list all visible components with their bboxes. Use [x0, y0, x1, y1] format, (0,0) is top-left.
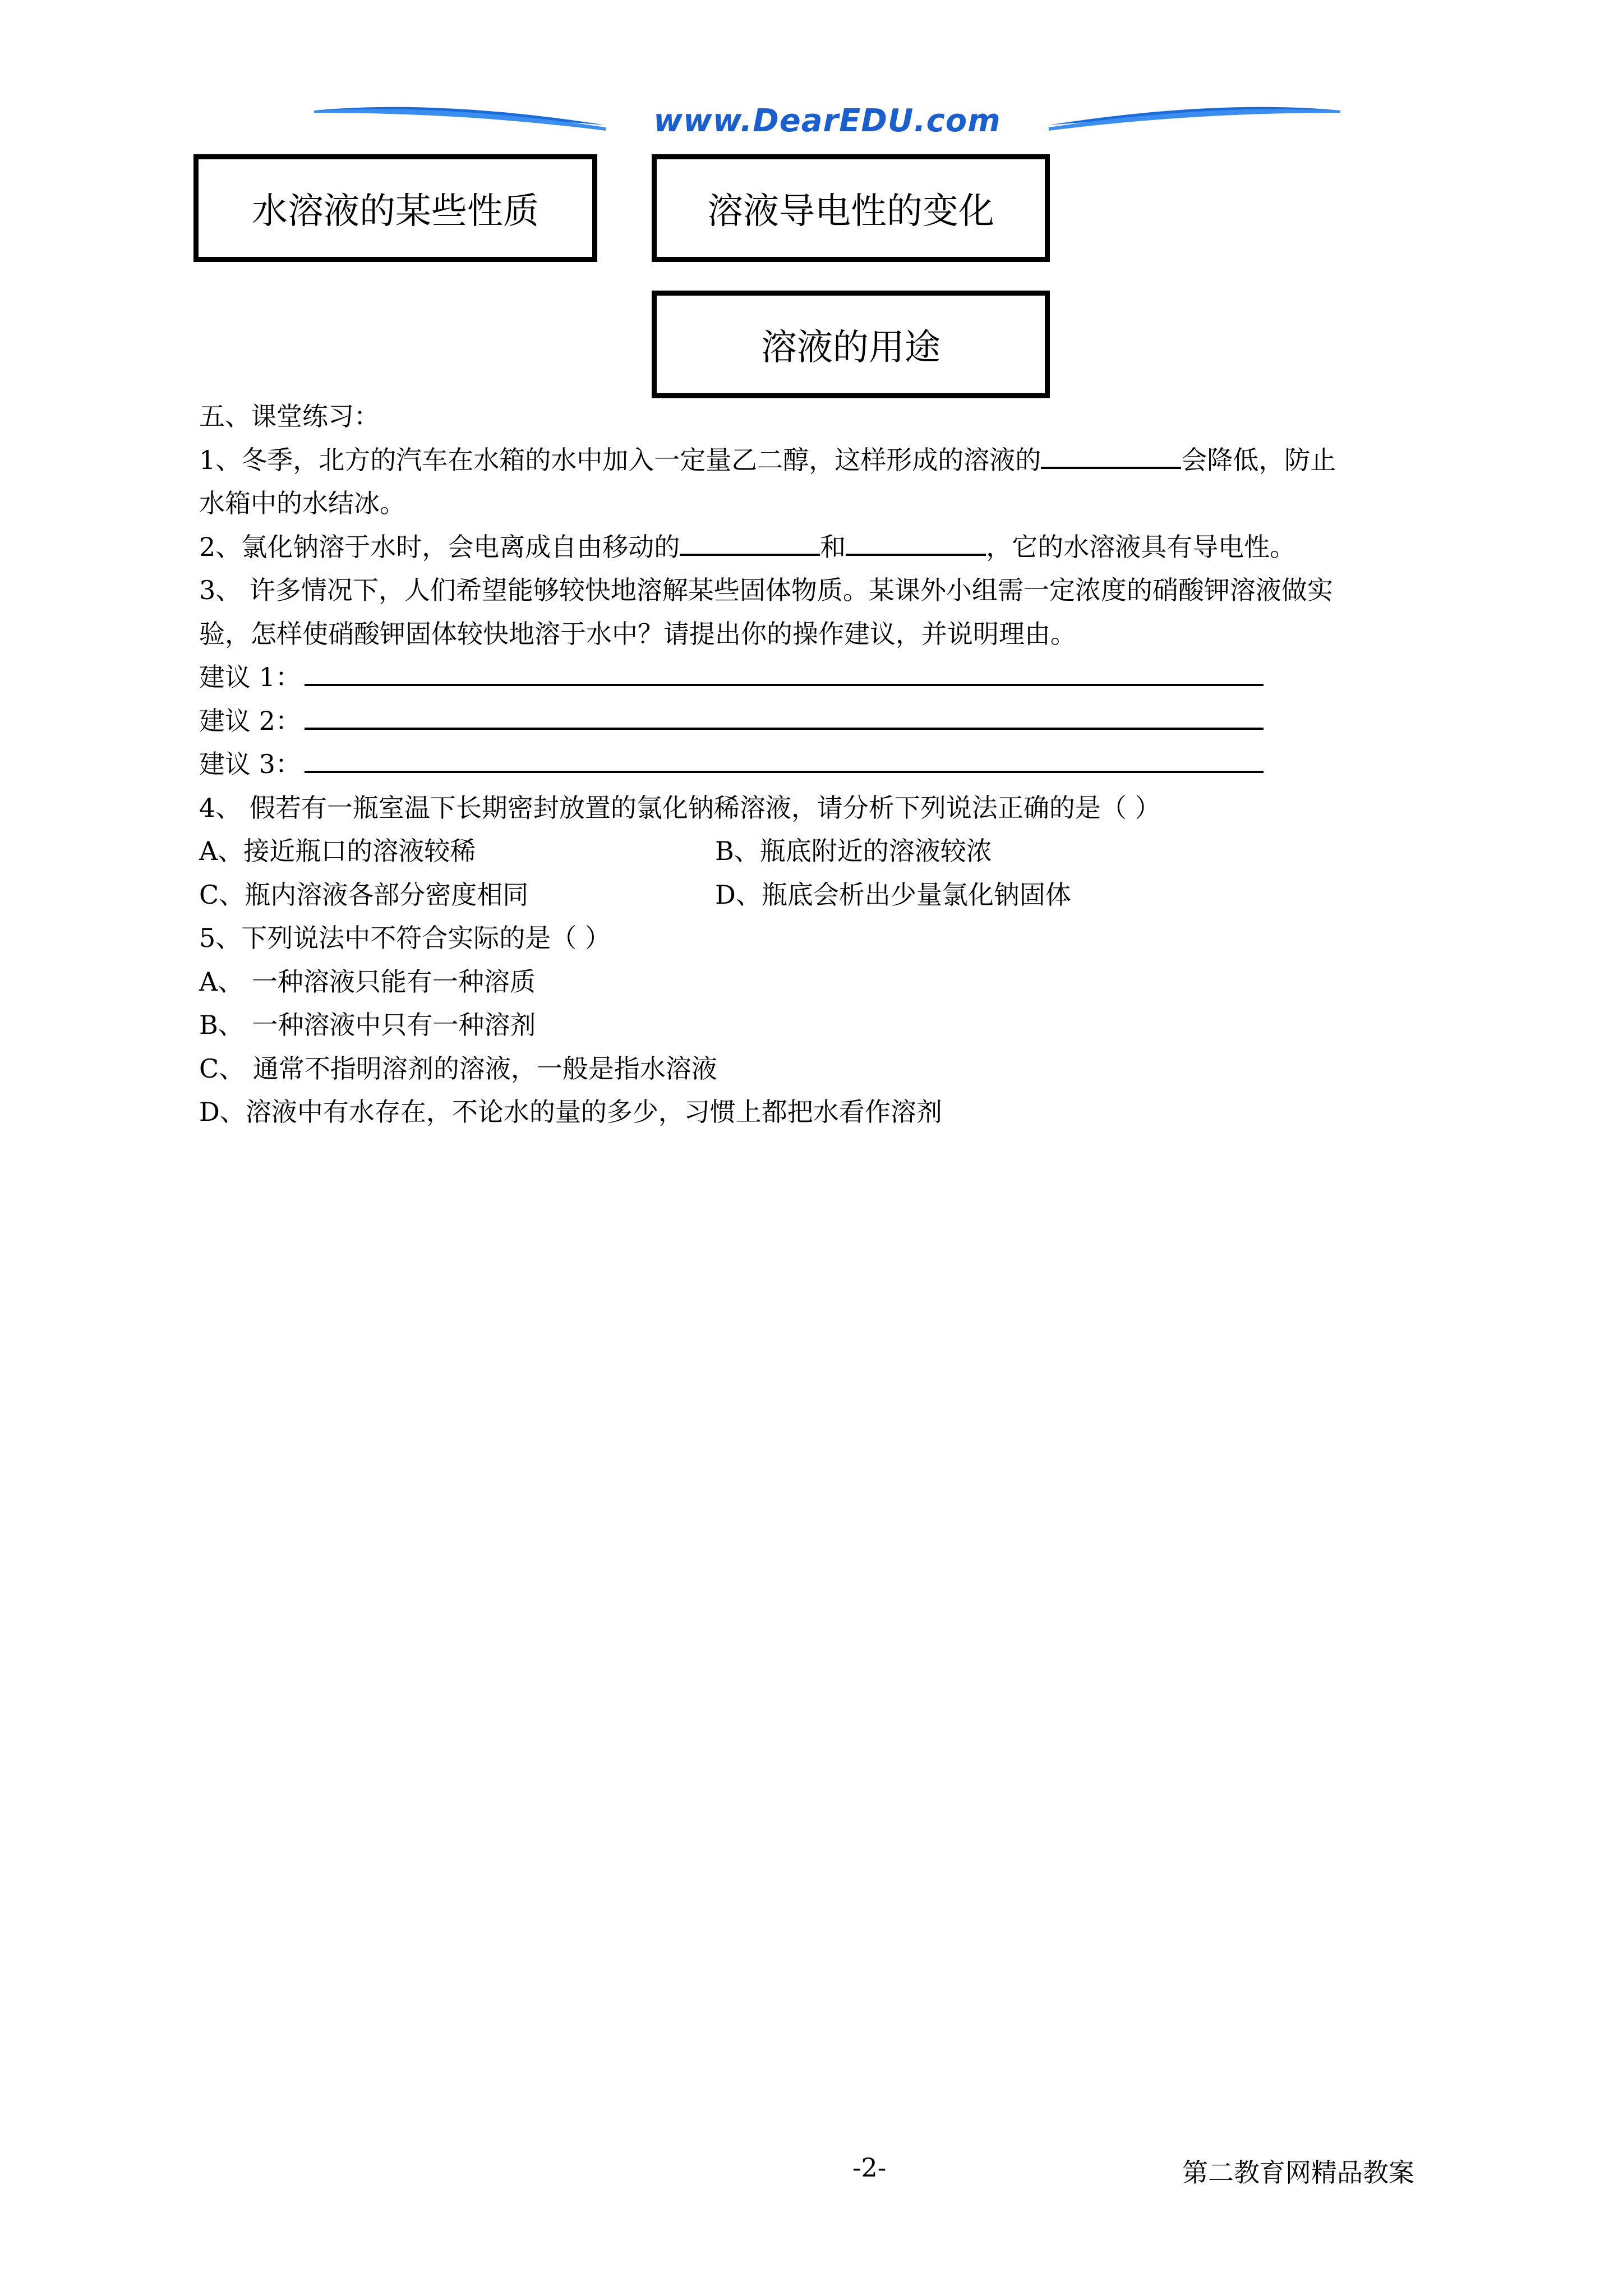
suggestion-answer-line[interactable]	[305, 701, 1264, 730]
question-5-option-b: B、 一种溶液中只有一种溶剂	[199, 1010, 536, 1040]
question-2	[199, 526, 1461, 569]
suggestion-answer-line[interactable]	[305, 744, 1264, 773]
suggestion-3	[199, 743, 1461, 786]
concept-box-label: 溶液导电性的变化	[707, 191, 994, 232]
question-1-text-cont: 会降低，防止	[1181, 444, 1336, 475]
suggestion-label: 建议 1：	[199, 662, 301, 692]
footer-label: 第二教育网精品教案	[1182, 2157, 1414, 2188]
site-logo-text: www.DearEDU.com	[653, 103, 1001, 139]
suggestion-2	[199, 700, 1461, 743]
question-1	[199, 439, 1461, 482]
section-heading: 五、课堂练习：	[199, 401, 380, 431]
concept-box-aqueous-properties	[193, 154, 597, 262]
question-4: 4、 假若有一瓶室温下长期密封放置的氯化钠稀溶液，请分析下列说法正确的是（ ）	[199, 792, 1161, 823]
page-number: -2-	[852, 2152, 887, 2183]
option-b: B、瓶底附近的溶液较浓	[715, 836, 992, 866]
concept-box-label: 溶液的用途	[761, 327, 940, 369]
option-a: A、接近瓶口的溶液较稀	[199, 836, 476, 866]
question-2-and: 和	[820, 531, 846, 562]
concept-box-label: 水溶液的某些性质	[252, 191, 539, 232]
concept-box-solution-uses	[652, 291, 1050, 398]
question-5-option-c: C、 通常不指明溶剂的溶液，一般是指水溶液	[199, 1053, 717, 1084]
question-4-options-row2	[199, 873, 1461, 917]
exercise-section	[199, 395, 1461, 1134]
option-d: D、瓶底会析出少量氯化钠固体	[715, 879, 1071, 910]
question-3-line1: 3、 许多情况下，人们希望能够较快地溶解某些固体物质。某课外小组需一定浓度的硝酸钾溶液做实	[199, 575, 1333, 605]
header-banner	[314, 98, 1340, 149]
question-5-option-a: A、 一种溶液只能有一种溶质	[199, 966, 536, 997]
suggestion-1	[199, 656, 1461, 700]
answer-blank[interactable]	[680, 527, 820, 556]
answer-blank[interactable]	[846, 527, 986, 556]
question-2-text: 2、氯化钠溶于水时，会电离成自由移动的	[199, 531, 680, 562]
question-4-options-row1	[199, 830, 1461, 873]
suggestion-label: 建议 3：	[199, 749, 301, 779]
question-5: 5、下列说法中不符合实际的是（ ）	[199, 923, 611, 953]
answer-blank[interactable]	[1041, 440, 1181, 469]
question-2-text-cont: ，它的水溶液具有导电性。	[986, 531, 1296, 562]
question-1-text: 1、冬季，北方的汽车在水箱的水中加入一定量乙二醇，这样形成的溶液的	[199, 444, 1041, 475]
option-c: C、瓶内溶液各部分密度相同	[199, 879, 529, 910]
question-5-option-d: D、溶液中有水存在，不论水的量的多少，习惯上都把水看作溶剂	[199, 1097, 942, 1127]
concept-box-conductivity-change	[652, 154, 1050, 262]
question-3-line2: 验，怎样使硝酸钾固体较快地溶于水中？请提出你的操作建议，并说明理由。	[199, 618, 1076, 649]
suggestion-label: 建议 2：	[199, 705, 301, 736]
question-1-line2: 水箱中的水结冰。	[199, 488, 405, 518]
suggestion-answer-line[interactable]	[305, 657, 1264, 686]
